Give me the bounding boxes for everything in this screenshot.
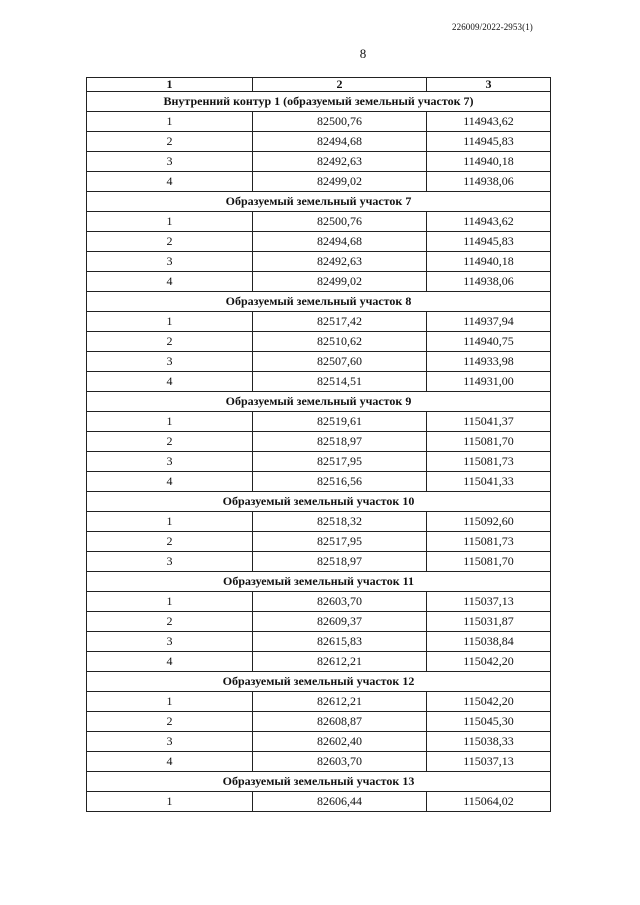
point-number-cell: 1 [87,792,253,812]
table-row [87,652,551,672]
point-number-cell: 3 [87,732,253,752]
point-number-cell: 4 [87,172,253,192]
table-row [87,112,551,132]
table-row [87,412,551,432]
x-coordinate-cell: 82494,68 [253,232,427,252]
x-coordinate-cell: 82612,21 [253,652,427,672]
x-coordinate-cell: 82602,40 [253,732,427,752]
section-title: Внутренний контур 1 (образуемый земельный участок 7) [87,92,551,112]
table-row [87,152,551,172]
y-coordinate-cell: 114933,98 [427,352,551,372]
y-coordinate-cell: 114938,06 [427,272,551,292]
y-coordinate-cell: 115081,70 [427,432,551,452]
point-number-cell: 2 [87,612,253,632]
x-coordinate-cell: 82510,62 [253,332,427,352]
column-header: 1 [87,78,253,92]
point-number-cell: 1 [87,112,253,132]
y-coordinate-cell: 115042,20 [427,692,551,712]
y-coordinate-cell: 114938,06 [427,172,551,192]
y-coordinate-cell: 114943,62 [427,212,551,232]
x-coordinate-cell: 82609,37 [253,612,427,632]
table-header [87,78,551,92]
point-number-cell: 2 [87,332,253,352]
y-coordinate-cell: 115038,33 [427,732,551,752]
section-title: Образуемый земельный участок 10 [87,492,551,512]
table-row [87,512,551,532]
x-coordinate-cell: 82603,70 [253,592,427,612]
y-coordinate-cell: 115081,70 [427,552,551,572]
table-row [87,332,551,352]
y-coordinate-cell: 115031,87 [427,612,551,632]
table-row [87,372,551,392]
table-row [87,712,551,732]
y-coordinate-cell: 115037,13 [427,592,551,612]
table-row [87,452,551,472]
section-row [87,192,551,212]
table-row [87,792,551,812]
x-coordinate-cell: 82492,63 [253,152,427,172]
x-coordinate-cell: 82514,51 [253,372,427,392]
y-coordinate-cell: 115041,33 [427,472,551,492]
x-coordinate-cell: 82494,68 [253,132,427,152]
point-number-cell: 2 [87,432,253,452]
section-title: Образуемый земельный участок 12 [87,672,551,692]
y-coordinate-cell: 114940,18 [427,152,551,172]
table-row [87,432,551,452]
table-row [87,552,551,572]
y-coordinate-cell: 115038,84 [427,632,551,652]
y-coordinate-cell: 115045,30 [427,712,551,732]
x-coordinate-cell: 82499,02 [253,272,427,292]
point-number-cell: 2 [87,132,253,152]
point-number-cell: 4 [87,472,253,492]
x-coordinate-cell: 82612,21 [253,692,427,712]
point-number-cell: 3 [87,452,253,472]
table-row [87,472,551,492]
table-row [87,212,551,232]
point-number-cell: 1 [87,592,253,612]
table-row [87,632,551,652]
table-row [87,532,551,552]
point-number-cell: 3 [87,352,253,372]
point-number-cell: 1 [87,212,253,232]
x-coordinate-cell: 82603,70 [253,752,427,772]
table-row [87,172,551,192]
table-row [87,132,551,152]
table-row [87,692,551,712]
x-coordinate-cell: 82518,97 [253,432,427,452]
point-number-cell: 2 [87,232,253,252]
point-number-cell: 4 [87,652,253,672]
section-row [87,672,551,692]
point-number-cell: 3 [87,252,253,272]
point-number-cell: 4 [87,752,253,772]
y-coordinate-cell: 115037,13 [427,752,551,772]
y-coordinate-cell: 114945,83 [427,132,551,152]
x-coordinate-cell: 82499,02 [253,172,427,192]
table-row [87,312,551,332]
y-coordinate-cell: 115042,20 [427,652,551,672]
point-number-cell: 2 [87,712,253,732]
y-coordinate-cell: 114940,18 [427,252,551,272]
x-coordinate-cell: 82500,76 [253,212,427,232]
section-row [87,572,551,592]
document-number: 226009/2022-2953(1) [452,22,533,32]
y-coordinate-cell: 115064,02 [427,792,551,812]
x-coordinate-cell: 82615,83 [253,632,427,652]
section-row [87,772,551,792]
y-coordinate-cell: 114940,75 [427,332,551,352]
point-number-cell: 2 [87,532,253,552]
section-row [87,292,551,312]
y-coordinate-cell: 114943,62 [427,112,551,132]
point-number-cell: 1 [87,512,253,532]
y-coordinate-cell: 114937,94 [427,312,551,332]
y-coordinate-cell: 114931,00 [427,372,551,392]
page-number: 8 [359,46,367,61]
section-row [87,92,551,112]
point-number-cell: 3 [87,632,253,652]
section-row [87,492,551,512]
x-coordinate-cell: 82516,56 [253,472,427,492]
point-number-cell: 3 [87,552,253,572]
x-coordinate-cell: 82608,87 [253,712,427,732]
x-coordinate-cell: 82606,44 [253,792,427,812]
column-header: 3 [427,78,551,92]
table-row [87,732,551,752]
section-title: Образуемый земельный участок 13 [87,772,551,792]
table-row [87,752,551,772]
x-coordinate-cell: 82517,42 [253,312,427,332]
x-coordinate-cell: 82517,95 [253,452,427,472]
point-number-cell: 1 [87,692,253,712]
table-row [87,352,551,372]
section-title: Образуемый земельный участок 8 [87,292,551,312]
table-row [87,232,551,252]
section-row [87,392,551,412]
point-number-cell: 4 [87,372,253,392]
x-coordinate-cell: 82519,61 [253,412,427,432]
x-coordinate-cell: 82507,60 [253,352,427,372]
table-row [87,252,551,272]
table-body [87,92,551,812]
y-coordinate-cell: 115081,73 [427,452,551,472]
y-coordinate-cell: 115092,60 [427,512,551,532]
x-coordinate-cell: 82517,95 [253,532,427,552]
x-coordinate-cell: 82500,76 [253,112,427,132]
point-number-cell: 3 [87,152,253,172]
y-coordinate-cell: 114945,83 [427,232,551,252]
point-number-cell: 4 [87,272,253,292]
section-title: Образуемый земельный участок 11 [87,572,551,592]
column-header: 2 [253,78,427,92]
point-number-cell: 1 [87,312,253,332]
table-row [87,272,551,292]
table-row [87,612,551,632]
y-coordinate-cell: 115041,37 [427,412,551,432]
x-coordinate-cell: 82518,32 [253,512,427,532]
section-title: Образуемый земельный участок 7 [87,192,551,212]
y-coordinate-cell: 115081,73 [427,532,551,552]
point-number-cell: 1 [87,412,253,432]
coordinates-table [86,77,551,812]
x-coordinate-cell: 82518,97 [253,552,427,572]
x-coordinate-cell: 82492,63 [253,252,427,272]
section-title: Образуемый земельный участок 9 [87,392,551,412]
header-row [87,78,551,92]
table-row [87,592,551,612]
